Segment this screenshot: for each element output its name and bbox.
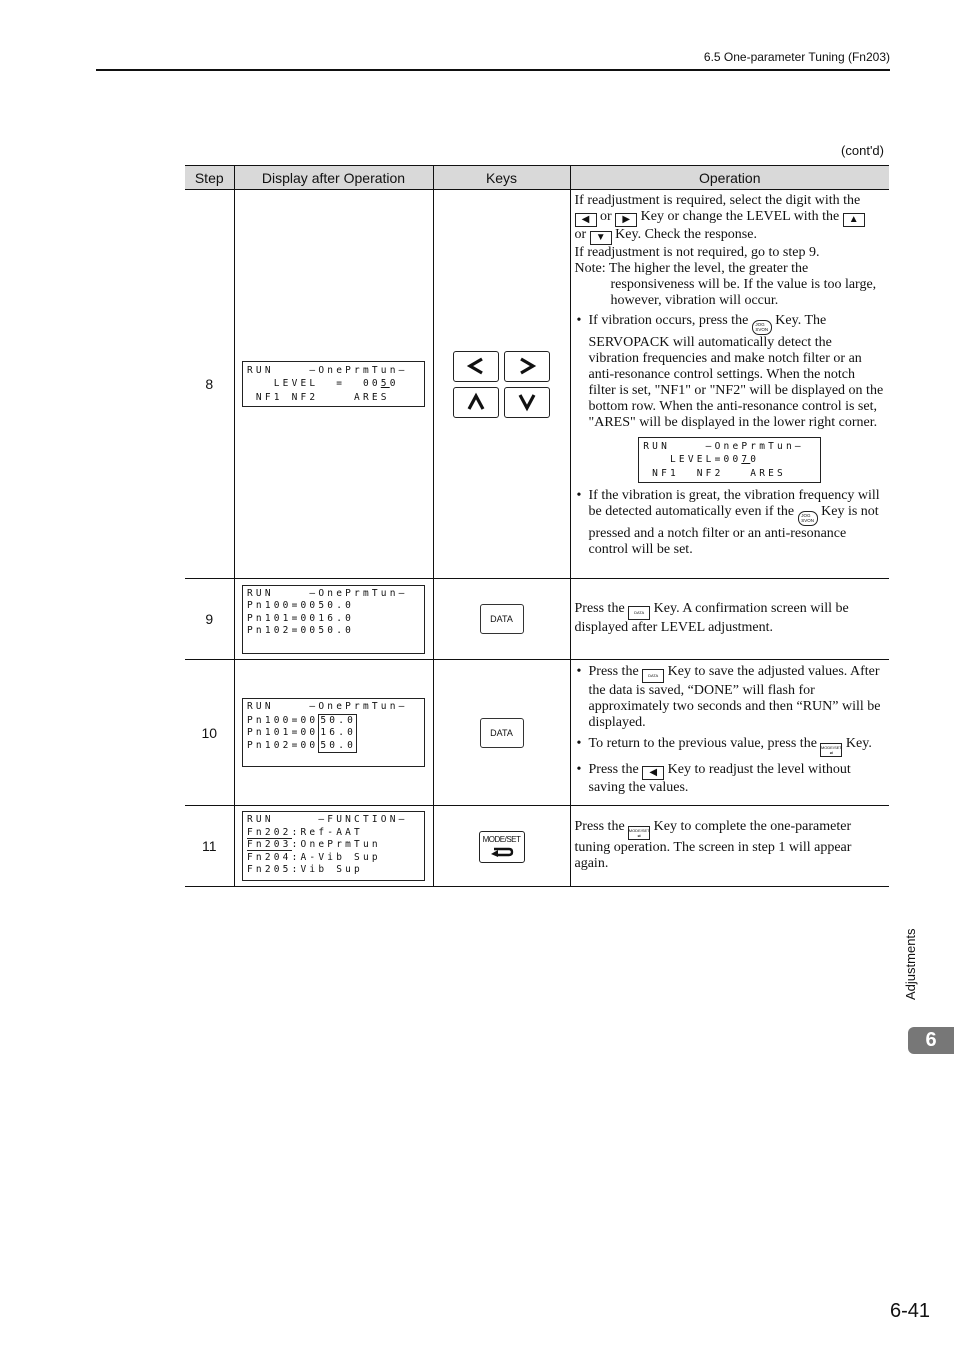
- step-number: 10: [185, 660, 234, 806]
- right-key[interactable]: [504, 351, 550, 382]
- up-key[interactable]: [453, 387, 499, 418]
- mode-set-key-icon: MODE/SET ⇌: [820, 745, 842, 755]
- lcd-display: RUN —OnePrmTun— LEVEL = 0050 NF1 NF2 ARES: [242, 361, 425, 408]
- col-operation: Operation: [570, 166, 889, 190]
- left-arrow-icon: [466, 356, 486, 376]
- list-item: • Press the ◀ Key to readjust the level without saving the values.: [575, 762, 886, 796]
- list-item: • If vibration occurs, press the JOG SVON Key. The SERVOPACK will automatically detect the vibration frequencies and make notch filter or an anti-resonance control settings. When the notch filter is set, "NF1" or "NF2" will be displayed on the bottom row. When the anti-resonance control is set, "ARES" will be displayed in the lower right corner. RUN —OnePrmTun— LEVEL=0070 NF1 NF2 ARES: [575, 313, 886, 483]
- left-key-icon: ◀: [575, 213, 597, 227]
- up-key-icon: ▲: [843, 213, 865, 227]
- col-step: Step: [185, 166, 234, 190]
- mode-set-key[interactable]: [479, 831, 525, 863]
- right-arrow-icon: [517, 356, 537, 376]
- down-key[interactable]: [504, 387, 550, 418]
- step-number: 8: [185, 190, 234, 579]
- data-key-icon: DATA: [628, 606, 650, 620]
- mode-set-label: MODE/SET: [482, 835, 521, 845]
- table-row: [185, 806, 889, 887]
- table-header-row: [185, 166, 889, 190]
- table-row: [185, 660, 889, 806]
- list-item: • If the vibration is great, the vibration frequency will be detected automatically even if the JOG SVON Key is not pressed and a notch filter or an anti-resonance control will be set.: [575, 488, 886, 558]
- arrow-keypad: [453, 351, 550, 418]
- section-header: 6.5 One-parameter Tuning (Fn203): [703, 50, 890, 64]
- chapter-tab: 6: [908, 1027, 954, 1054]
- step-number: 9: [185, 579, 234, 660]
- mode-set-key-icon: MODE/SET ⇌: [628, 828, 650, 838]
- step-number: 11: [185, 806, 234, 887]
- operation-text: [570, 660, 889, 806]
- data-key[interactable]: DATA: [480, 604, 524, 634]
- down-arrow-icon: [517, 392, 537, 412]
- operation-text: Press the DATA Key. A confirmation screen will be displayed after LEVEL adjustment.: [570, 579, 889, 660]
- col-display: Display after Operation: [234, 166, 433, 190]
- operation-text: If readjustment is required, select the digit with the ◀ or ▶ Key or change the LEVEL with the ▲ or ▼ Key. Check the response. If readjustment is not required, go to step 9. Note: The higher the level, the greater the responsiveness will be. If the value is too large, however, vibration will occur. • If vibration occurs, press the JOG SVON Key. The SERVOPACK will automatically detect the vibration frequencies and make notch filter or an anti-resonance control settings. When the notch filter is set, "NF1" or "NF2" will be displayed on the bottom row. When the anti-resonance control is set, "ARES" will be displayed in the lower right corner. RUN —OnePrmTun— LEVEL=0070 NF1 NF2 ARES • If the vibration is great, the vibration frequency will be detected automatically even if the JOG SVON Key is not pressed and a notch filter or an anti-resonance control will be set.: [570, 190, 889, 579]
- procedure-table: [185, 165, 889, 887]
- lcd-display-example: RUN —OnePrmTun— LEVEL=0070 NF1 NF2 ARES: [638, 437, 821, 484]
- operation-text: Press the MODE/SET ⇌ Key to complete the one-parameter tuning operation. The screen in step 1 will appear again.: [570, 806, 889, 887]
- right-key-icon: ▶: [615, 213, 637, 227]
- table-row: [185, 579, 889, 660]
- lcd-display: RUN —FUNCTION— Fn202:Ref-AAT Fn203:OnePrmTun Fn204:A-Vib Sup Fn205:Vib Sup: [242, 811, 425, 881]
- continued-label: (cont'd): [841, 143, 884, 158]
- note-text: Note: The higher the level, the greater the responsiveness will be. If the value is too large, however, vibration will occur.: [574, 261, 877, 308]
- list-item: • Press the DATA Key to save the adjusted values. After the data is saved, “DONE” will flash for approximately two seconds and then “RUN” will be displayed.: [575, 664, 886, 731]
- list-item: • To return to the previous value, press the MODE/SET ⇌ Key.: [575, 736, 886, 757]
- data-key-icon: DATA: [642, 669, 664, 683]
- jog-svon-key-icon: JOG SVON: [752, 320, 772, 335]
- left-key-icon: ◀: [642, 766, 664, 780]
- down-key-icon: ▼: [590, 231, 612, 245]
- up-arrow-icon: [466, 392, 486, 412]
- left-key[interactable]: [453, 351, 499, 382]
- chapter-side-label: Adjustments: [903, 928, 918, 1000]
- header-rule: [96, 69, 890, 71]
- jog-svon-key-icon: JOG SVON: [798, 511, 818, 526]
- data-key[interactable]: DATA: [480, 718, 524, 748]
- table-row: [185, 190, 889, 579]
- col-keys: Keys: [433, 166, 570, 190]
- lcd-display: RUN —OnePrmTun— Pn100=00 50.0 Pn101=00 16.0 Pn102=00 50.0: [242, 698, 425, 767]
- lcd-display: RUN —OnePrmTun— Pn100=0050.0 Pn101=0016.0 Pn102=0050.0: [242, 585, 425, 654]
- page-number: 6-41: [889, 1300, 930, 1322]
- return-arrow-icon: [489, 844, 515, 858]
